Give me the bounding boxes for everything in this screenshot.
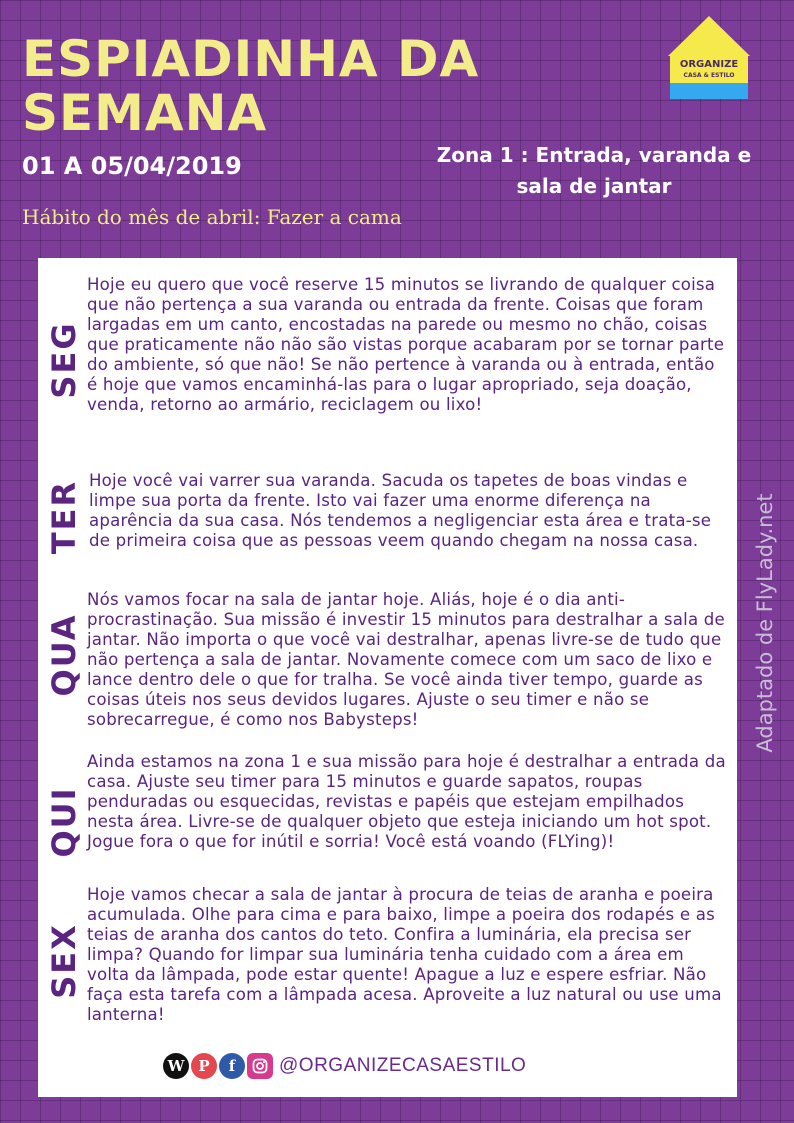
day-text-seg: Hoje eu quero que você reserve 15 minutos se livrando de qualquer coisa que não pertença a sua varanda ou entrada da frente. Coisas que foram largadas em um canto, encostadas na parede ou mesmo no chão, coisas que praticamente não não são vistas porque acabaram por se tornar parte do ambiente, só que não! Se não pertence à varanda ou à entrada, então é hoje que vamos encaminhá-las para o lugar apropriado, seja doação, venda, retorno ao armário, reciclagem ou lixo! xyxy=(87,275,725,414)
wordpress-icon[interactable]: W xyxy=(163,1053,189,1079)
zone-heading xyxy=(420,140,768,202)
title-line-1: ESPIADINHA DA xyxy=(22,30,480,88)
day-text-qui: Ainda estamos na zona 1 e sua missão para hoje é destralhar a entrada da casa. Ajuste seu timer para 15 minutos e guarde sapatos, roupas penduradas ou esquecidas, revistas e papéis que estejam empilhados nesta área. Livre-se de qualquer objeto que esteja iniciando um hot spot. Jogue fora o que for inútil e sorria! Você está voando (FLYing)! xyxy=(87,752,726,851)
date-range: 01 A 05/04/2019 xyxy=(22,152,242,180)
social-links xyxy=(163,1053,526,1079)
page-title xyxy=(22,32,479,140)
instagram-glyph xyxy=(252,1058,268,1074)
day-label-sex: SEX xyxy=(45,923,83,999)
logo-roof xyxy=(668,16,750,56)
facebook-icon[interactable]: f xyxy=(219,1053,245,1079)
logo-subtitle: CASA & ESTILO xyxy=(683,72,735,79)
day-text-ter: Hoje você vai varrer sua varanda. Sacuda os tapetes de boas vindas e limpe sua porta da frente. Isto vai fazer uma enorme diferença na aparência da sua casa. Nós tendemos a negligenciar esta área e trata-se de primeira coisa que as pessoas veem quando chegam na nossa casa. xyxy=(89,471,712,550)
day-text-sex: Hoje vamos checar a sala de jantar à procura de teias de aranha e poeira acumulada. Olhe para cima e para baixo, limpe a poeira dos rodapés e as teias de aranha dos cantos do teto. Confira a luminária, ela precisa ser limpa? Quando for limpar sua luminária tenha cuidado com a área em volta da lâmpada, pode estar quente! Apague a luz e espere esfriar. Não faça esta tarefa com a lâmpada acesa. Aproveite a luz natural ou use uma lanterna! xyxy=(87,885,722,1024)
social-handle[interactable]: @ORGANIZECASAESTILO xyxy=(279,1055,527,1076)
instagram-icon[interactable] xyxy=(247,1053,273,1079)
zone-line-1: Zona 1 : Entrada, varanda e xyxy=(436,143,752,167)
zone-line-2: sala de jantar xyxy=(516,174,672,198)
day-label-qua: QUA xyxy=(45,613,83,697)
pinterest-icon[interactable]: P xyxy=(191,1053,217,1079)
logo-body xyxy=(670,56,748,83)
day-label-seg: SEG xyxy=(45,321,83,399)
logo-brand: ORGANIZE xyxy=(679,59,739,70)
day-label-ter: TER xyxy=(45,479,83,555)
day-text-qua: Nós vamos focar na sala de jantar hoje. Aliás, hoje é o dia anti-procrastinação. Sua missão é investir 15 minutos para destralhar a sala de jantar. Não importa o que você vai destralhar, apenas livre-se de tudo que não pertença a sala de jantar. Novamente comece com um saco de lixo e lance dentro dele o que for tralha. Se você ainda tiver tempo, guarde as coisas úteis nos seus devidos lugares. Ajuste o seu timer e não se sobrecarregue, é como nos Babysteps! xyxy=(87,590,725,729)
logo-stripe xyxy=(670,83,748,99)
content-panel xyxy=(38,258,737,1097)
title-line-2: SEMANA xyxy=(22,84,268,142)
organize-logo xyxy=(668,16,750,100)
day-label-qui: QUI xyxy=(45,786,83,858)
attribution-note: Adaptado de FlyLady.net xyxy=(753,493,777,753)
habit-of-month: Hábito do mês de abril: Fazer a cama xyxy=(22,205,402,229)
